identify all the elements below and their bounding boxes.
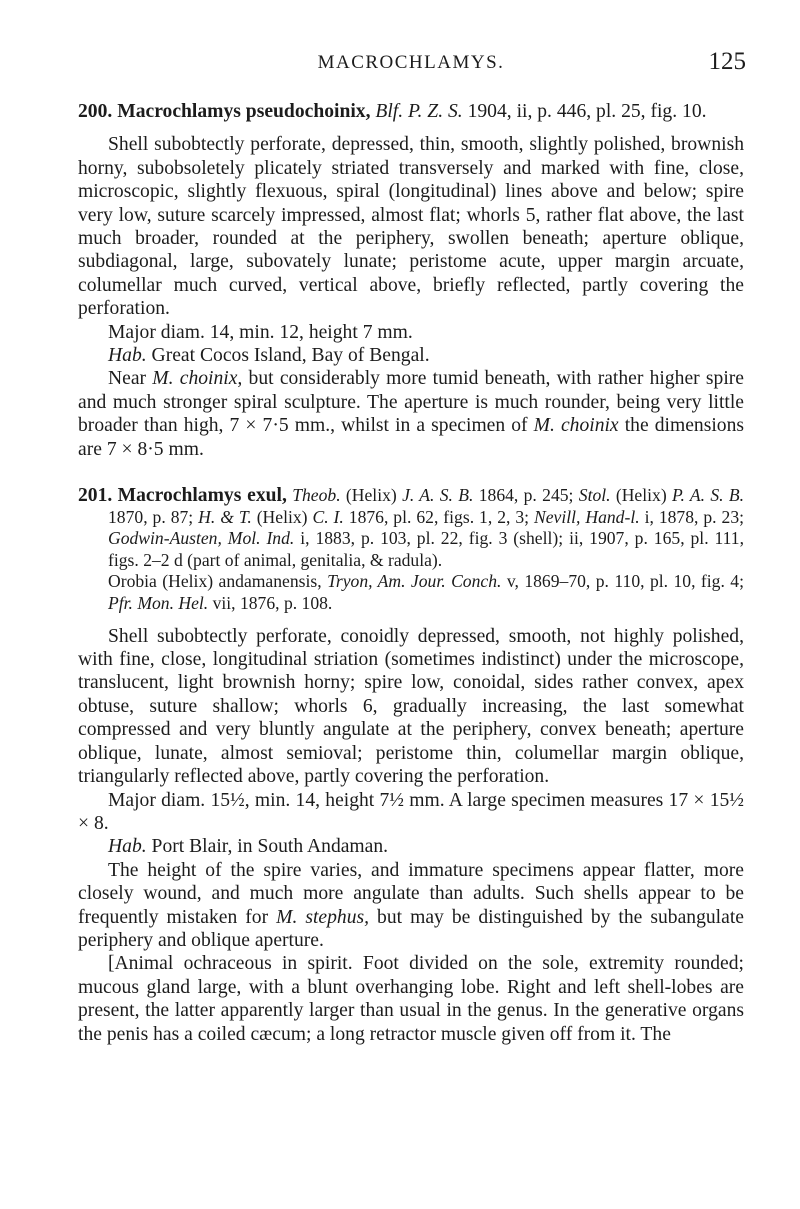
entry-201-note-part: but may be distinguished by the subangulate periphery and oblique aperture. [78, 906, 744, 951]
entry-201-description: Shell subobtectly perforate, conoidly depressed, smooth, not highly polished, with fine, close, longitudinal striation (sometimes indistinct) under the microscope, translucent, light brownish horny; spire low, conoidal, sides rather convex, apex obtuse, suture shallow; whorls 6, gradually increasing, the last somewhat compressed and very bluntly angulate at the periphery, convex beneath; aperture oblique, lunate, almost semioval; peristome thin, columellar margin oblique, triangularly reflected above, partly covering the perforation. [78, 625, 744, 788]
entry-201-synonymy: i, 1878, p. 23; [639, 506, 745, 527]
entry-200-hab-label: Hab. [108, 345, 147, 367]
entry-201-synonymy: Nevill, Hand-l. [534, 506, 640, 527]
entry-201-synonymy: Godwin-Austen, Mol. Ind. [108, 528, 295, 549]
entry-200-habitat [78, 344, 744, 367]
entry-201-orobia-part: Pfr. Mon. Hel. [108, 593, 209, 614]
entry-201-synonymy: 1870, p. 87; [108, 506, 199, 527]
entry-200-citation-detail: 1904, ii, p. 446, pl. 25, fig. 10. [462, 101, 707, 122]
entry-200-citation-source: Blf. P. Z. S. [370, 101, 463, 122]
entry-201-orobia-part: Tryon, Am. Jour. Conch. [327, 571, 502, 592]
entry-201-synonymy: Theob. [286, 485, 341, 506]
entry-201-synonymy: 1876, pl. 62, figs. 1, 2, 3; [343, 506, 534, 527]
entry-201-synonymy: C. I. [312, 506, 344, 527]
page-number: 125 [708, 48, 746, 75]
entry-200-description: Shell subobtectly perforate, depressed, thin, smooth, slightly polished, brownish horny, subobsoletely plicately striated transversely and marked with fine, close, microscopic, slightly flexuous, spiral (longitudinal) lines above and below; spire very low, suture scarcely impressed, almost flat; whorls 5, rather flat above, the last much broader, rounded at the periphery, swollen beneath; aperture oblique, subdiagonal, large, subovately lunate; peristome acute, upper margin arcuate, columellar much curved, vertical above, briefly reflected, partly covering the perforation. [78, 134, 744, 320]
entry-200-note-part: the dimensions are 7 × 8·5 mm. [78, 415, 744, 460]
entry-200-species-name: Macrochlamys pseudochoinix, [117, 101, 371, 122]
entry-201-habitat [78, 835, 744, 858]
entry-201-heading [78, 485, 744, 571]
entry-201-orobia-synonym [78, 571, 744, 614]
entry-200-heading [78, 100, 744, 123]
entry-201-synonymy: P. A. S. B. [672, 485, 745, 506]
entry-201-species-name: Macrochlamys exul, [117, 485, 287, 507]
entry-201-synonymy: Stol. [578, 485, 611, 506]
page-header [76, 48, 746, 78]
entry-201-synonymy: (Helix) [610, 485, 672, 506]
entry-201-note [78, 859, 744, 953]
page-body [78, 100, 744, 1046]
entry-201-hab-label: Hab. [108, 836, 147, 858]
entry-200-measurements: Major diam. 14, min. 12, height 7 mm. [108, 321, 413, 343]
entry-201-synonymy: 1864, p. 245; [473, 485, 579, 506]
entry-201-synonymy: i, 1883, p. 103, pl. 22, fig. 3 (shell); ii, 1907, p. 165, pl. 111, figs. 2–2 d (part of animal, genitalia, & radula). [108, 528, 745, 570]
entry-201-measurements: Major diam. 15½, min. 14, height 7½ mm. A large specimen measures 17 × 15½ × 8. [78, 789, 744, 834]
entry-201-synonymy: J. A. S. B. [402, 485, 474, 506]
entry-200-note [78, 367, 744, 461]
entry-201-animal-description: [Animal ochraceous in spirit. Foot divided on the sole, extremity rounded; mucous gland large, with a blunt overhanging lobe. Right and left shell-lobes are present, the latter apparently larger than usual in the genus. In the generative organs the penis has a coiled cæcum; a long retractor muscle given off from it. The [78, 953, 744, 1045]
entry-201-synonymy: (Helix) [251, 506, 313, 527]
entry-201-orobia-part: Orobia (Helix) andamanensis, [108, 571, 328, 592]
entry-200-note-part: Near [108, 368, 153, 390]
entry-201-synonymy: H. & T. [198, 506, 252, 527]
entry-201-synonymy: (Helix) [340, 485, 403, 506]
entry-201-orobia-part: v, 1869–70, p. 110, pl. 10, fig. 4; [501, 571, 744, 592]
entry-200-note-species: M. choinix [533, 415, 619, 437]
entry-200-note-part: but considerably more tumid beneath, with rather higher spire and much stronger spiral sculpture. The aperture is much rounder, being very little broader than high, 7 × 7·5 mm., whilst in a specimen of [78, 368, 744, 437]
entry-201-note-part: The height of the spire varies, and immature specimens appear flatter, more closely wound, and much more angulate than adults. Such shells appear to be frequently mistaken for [78, 859, 744, 928]
running-head: MACROCHLAMYS. [317, 52, 505, 73]
entry-200-hab-text: Great Cocos Island, Bay of Bengal. [146, 345, 430, 367]
entry-201-number: 201. [78, 485, 113, 507]
entry-201-hab-text: Port Blair, in South Andaman. [146, 836, 389, 858]
entry-201-orobia-part: vii, 1876, p. 108. [208, 593, 333, 614]
entry-201-note-species: M. stephus, [276, 906, 370, 928]
entry-200-note-species: M. choinix, [152, 368, 243, 390]
entry-200-number: 200. [78, 101, 113, 122]
